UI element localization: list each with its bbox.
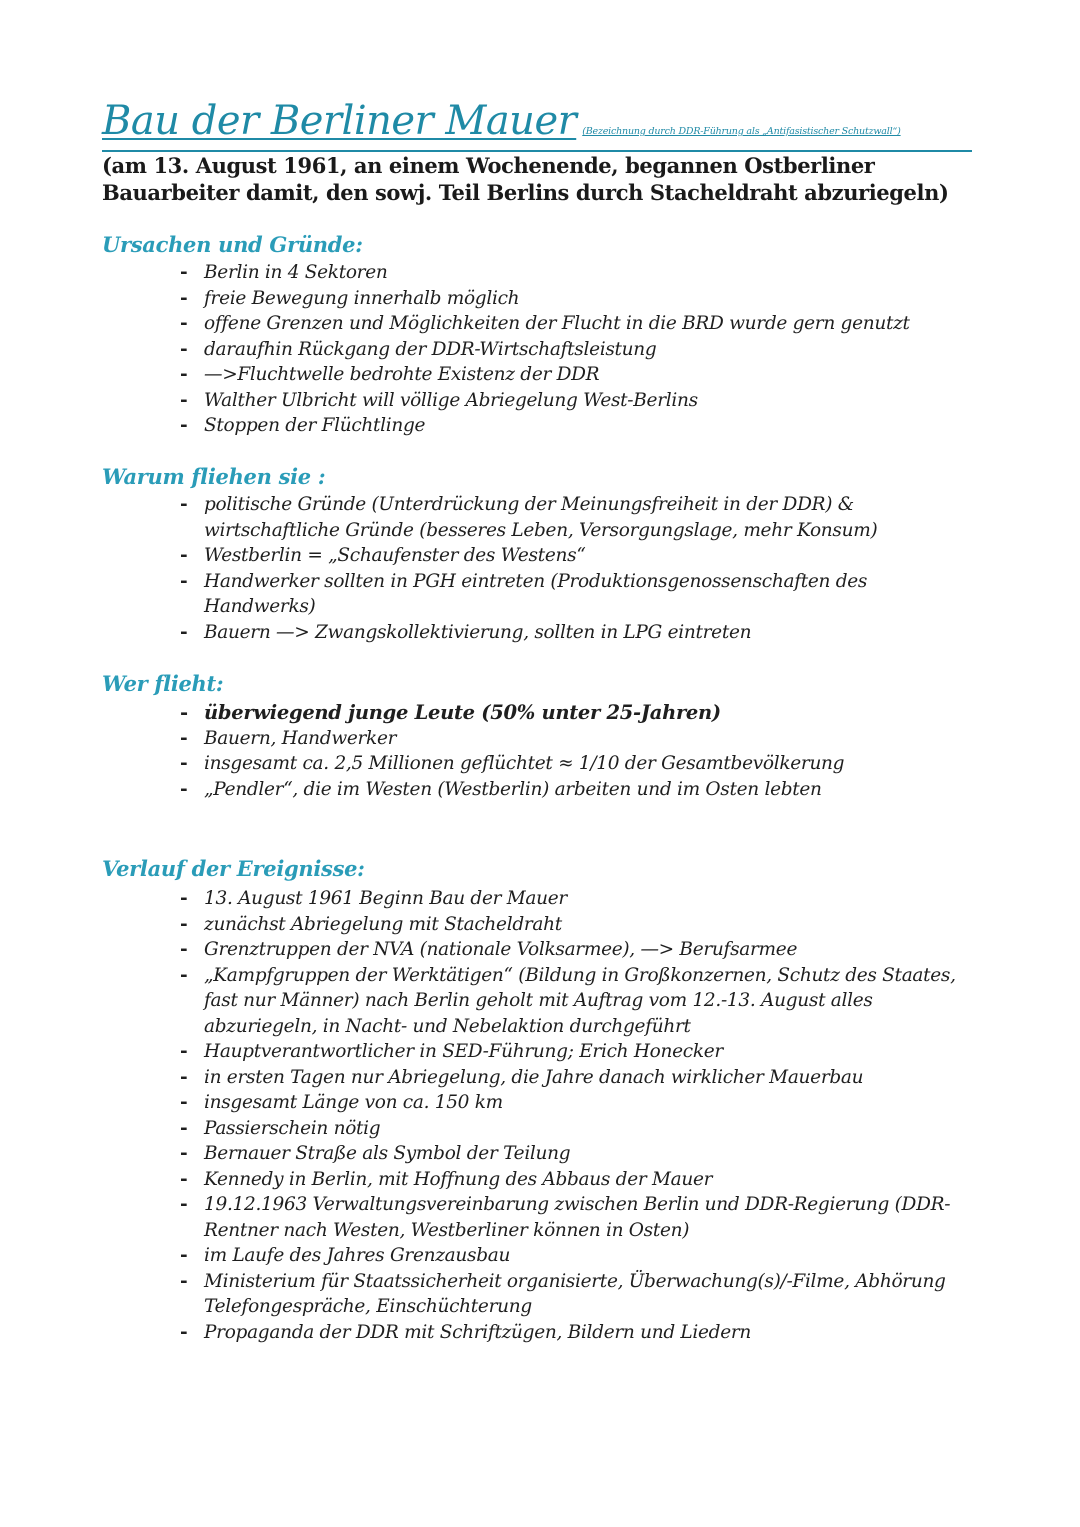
list-item: - Walther Ulbricht will völlige Abriegelung West-Berlins [176, 388, 976, 414]
intro-paragraph: (am 13. August 1961, an einem Wochenende, begannen Ostberliner Bauarbeiter damit, den sowj. Teil Berlins durch Stacheldraht abzuriegeln) [102, 153, 949, 205]
list-item: - Hauptverantwortlicher in SED-Führung; Erich Honecker [176, 1039, 976, 1065]
list-item: - insgesamt ca. 2,5 Millionen geflüchtet ≈ 1/10 der Gesamtbevölkerung [176, 751, 976, 777]
list-item: - Bernauer Straße als Symbol der Teilung [176, 1141, 976, 1167]
list-item: - Bauern —> Zwangskollektivierung, sollten in LPG eintreten [176, 620, 976, 646]
list-item: - 13. August 1961 Beginn Bau der Mauer [176, 886, 976, 912]
list-verlauf [176, 886, 976, 1345]
list-item: - politische Gründe (Unterdrückung der Meinungsfreiheit in der DDR) & wirtschaftliche Gründe (besseres Leben, Versorgungslage, mehr Konsum) [176, 492, 976, 543]
list-item: - Propaganda der DDR mit Schriftzügen, Bildern und Liedern [176, 1320, 976, 1346]
list-item: - Berlin in 4 Sektoren [176, 260, 976, 286]
list-item: - in ersten Tagen nur Abriegelung, die Jahre danach wirklicher Mauerbau [176, 1065, 976, 1091]
list-item: - Ministerium für Staatssicherheit organisierte, Überwachung(s)/-Filme, Abhörung Telefongespräche, Einschüchterung [176, 1269, 976, 1320]
section-heading-warum: Warum fliehen sie : [102, 464, 326, 489]
list-item: - im Laufe des Jahres Grenzausbau [176, 1243, 976, 1269]
list-item: - 19.12.1963 Verwaltungsvereinbarung zwischen Berlin und DDR-Regierung (DDR-Rentner nach Westen, Westberliner können in Osten) [176, 1192, 976, 1243]
list-wer [176, 700, 976, 802]
list-item: - „Pendler“, die im Westen (Westberlin) arbeiten und im Osten lebten [176, 777, 976, 803]
list-item: - Bauern, Handwerker [176, 726, 976, 752]
list-item: - Handwerker sollten in PGH eintreten (Produktionsgenossenschaften des Handwerks) [176, 569, 976, 620]
list-item: - freie Bewegung innerhalb möglich [176, 286, 976, 312]
list-item: - „Kampfgruppen der Werktätigen“ (Bildung in Großkonzernen, Schutz des Staates, fast nur Männer) nach Berlin geholt mit Auftrag vom 12.-13. August alles abzuriegeln, in Nacht- und Nebelaktion durchgeführt [176, 963, 976, 1040]
list-item: - überwiegend junge Leute (50% unter 25-Jahren) [176, 700, 976, 726]
list-item: - Grenztruppen der NVA (nationale Volksarmee), —> Berufsarmee [176, 937, 976, 963]
list-item: - zunächst Abriegelung mit Stacheldraht [176, 912, 976, 938]
list-item: - —>Fluchtwelle bedrohte Existenz der DDR [176, 362, 976, 388]
list-item: - insgesamt Länge von ca. 150 km [176, 1090, 976, 1116]
list-item: - Kennedy in Berlin, mit Hoffnung des Abbaus der Mauer [176, 1167, 976, 1193]
list-item: - Westberlin = „Schaufenster des Westens“ [176, 543, 976, 569]
list-item: - offene Grenzen und Möglichkeiten der Flucht in die BRD wurde gern genutzt [176, 311, 976, 337]
title-row [102, 98, 972, 152]
page-title: Bau der Berliner Mauer [102, 98, 577, 144]
section-heading-verlauf: Verlauf der Ereignisse: [102, 856, 365, 881]
list-warum [176, 492, 976, 645]
section-heading-wer: Wer flieht: [102, 671, 224, 696]
list-ursachen [176, 260, 976, 439]
title-note: (Bezeichnung durch DDR-Führung als „Antifasistischer Schutzwall“) [582, 126, 901, 137]
section-heading-ursachen: Ursachen und Gründe: [102, 232, 363, 257]
list-item: - Stoppen der Flüchtlinge [176, 413, 976, 439]
list-item: - daraufhin Rückgang der DDR-Wirtschaftsleistung [176, 337, 976, 363]
list-item: - Passierschein nötig [176, 1116, 976, 1142]
